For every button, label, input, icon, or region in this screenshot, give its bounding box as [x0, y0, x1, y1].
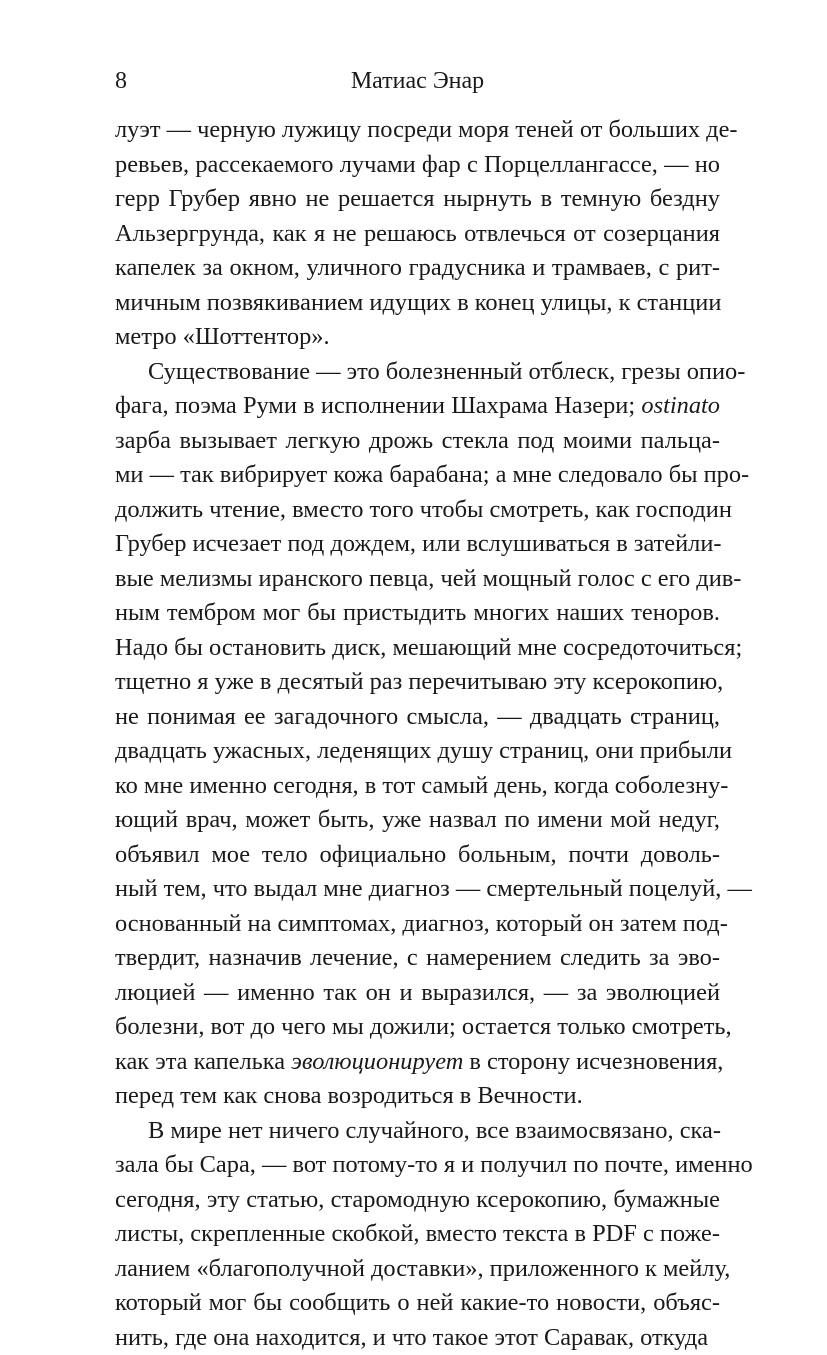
- text-line: [115, 769, 720, 804]
- text-line: [115, 734, 720, 769]
- text-line: [115, 148, 720, 183]
- text-segment: ланием «благополучной доставки», приложенного к мейлу,: [115, 1255, 730, 1282]
- text-segment: основанный на симптомах, диагноз, который он затем под-: [115, 910, 728, 937]
- text-line: [115, 1114, 720, 1149]
- text-segment: ный тем, что выдал мне диагноз — смертельный поцелуй, —: [115, 875, 752, 902]
- text-segment: должить чтение, вместо того чтобы смотреть, как господин: [115, 496, 732, 523]
- text-line: [115, 458, 720, 493]
- text-segment: капелек за окном, уличного градусника и трамваев, с рит-: [115, 254, 720, 281]
- text-line: [115, 596, 720, 631]
- text-segment: зарба вызывает легкую дрожь стекла под моими пальца-: [115, 427, 720, 454]
- text-segment: двадцать ужасных, леденящих душу страниц, они прибыли: [115, 737, 732, 764]
- text-segment: мичным позвякиванием идущих в конец улицы, к станции: [115, 289, 721, 316]
- text-segment: перед тем как снова возродиться в Вечности.: [115, 1082, 583, 1109]
- text-segment: вые мелизмы иранского певца, чей мощный голос с его див-: [115, 565, 741, 592]
- text-line: [115, 803, 720, 838]
- text-segment: ко мне именно сегодня, в тот самый день, когда соболезну-: [115, 772, 728, 799]
- text-segment: фага, поэма Руми в исполнении Шахрама Назери;: [115, 392, 641, 419]
- text-line: [115, 217, 720, 252]
- text-line: [115, 1252, 720, 1287]
- text-segment: луэт — черную лужицу посреди моря теней от больших де-: [115, 116, 738, 143]
- text-line: [115, 1183, 720, 1218]
- text-line: [115, 1079, 720, 1114]
- text-segment: герр Грубер явно не решается нырнуть в темную бездну: [115, 185, 720, 212]
- text-segment: ревьев, рассекаемого лучами фар с Порцеллангассе, — но: [115, 151, 720, 178]
- text-segment: тщетно я уже в десятый раз перечитываю эту ксерокопию,: [115, 668, 723, 695]
- running-title: Матиас Энар: [115, 64, 720, 98]
- text-segment: который мог бы сообщить о ней какие-то новости, объяс-: [115, 1289, 720, 1316]
- text-segment: ющий врач, может быть, уже назвал по имени мой недуг,: [115, 806, 720, 833]
- text-line: [115, 1010, 720, 1045]
- text-line: [115, 286, 720, 321]
- text-segment: как эта капелька: [115, 1048, 291, 1075]
- text-segment: метро «Шоттентор».: [115, 323, 330, 350]
- text-segment: Существование — это болезненный отблеск, грезы опио-: [148, 358, 745, 385]
- italic-text: эволюционирует: [291, 1048, 463, 1075]
- text-line: [115, 355, 720, 390]
- text-line: [115, 872, 720, 907]
- text-segment: Альзергрунда, как я не решаюсь отвлечься от созерцания: [115, 220, 720, 247]
- text-line: [115, 493, 720, 528]
- text-line: [115, 941, 720, 976]
- text-line: [115, 1148, 720, 1183]
- page-header: [115, 64, 720, 98]
- text-segment: ным тембром мог бы пристыдить многих наших теноров.: [115, 599, 720, 626]
- text-segment: ми — так вибрирует кожа барабана; а мне следовало бы про-: [115, 461, 749, 488]
- text-line: [115, 527, 720, 562]
- text-segment: листы, скрепленные скобкой, вместо текста в PDF с поже-: [115, 1220, 720, 1247]
- text-line: [115, 665, 720, 700]
- text-line: [115, 113, 720, 148]
- text-line: [115, 631, 720, 666]
- text-line: [115, 320, 720, 355]
- text-line: [115, 838, 720, 873]
- text-line: [115, 424, 720, 459]
- text-line: [115, 1217, 720, 1252]
- text-segment: в сторону исчезновения,: [463, 1048, 723, 1075]
- text-line: [115, 1045, 720, 1080]
- paragraph: [115, 355, 720, 1114]
- text-line: [115, 1321, 720, 1355]
- text-segment: сегодня, эту статью, старомодную ксерокопию, бумажные: [115, 1186, 720, 1213]
- text-line: [115, 562, 720, 597]
- text-segment: люцией — именно так он и выразился, — за эволюцией: [115, 979, 720, 1006]
- page-number: 8: [115, 64, 127, 98]
- text-line: [115, 907, 720, 942]
- text-line: [115, 389, 720, 424]
- text-line: [115, 251, 720, 286]
- italic-text: ostinato: [641, 392, 720, 419]
- text-line: [115, 976, 720, 1011]
- text-segment: нить, где она находится, и что такое этот Саравак, откуда: [115, 1324, 708, 1351]
- text-segment: В мире нет ничего случайного, все взаимосвязано, ска-: [148, 1117, 721, 1144]
- text-segment: Надо бы остановить диск, мешающий мне сосредоточиться;: [115, 634, 742, 661]
- text-line: [115, 700, 720, 735]
- text-segment: зала бы Сара, — вот потому-то я и получил по почте, именно: [115, 1151, 753, 1178]
- text-line: [115, 182, 720, 217]
- text-segment: объявил мое тело официально больным, почти доволь-: [115, 841, 720, 868]
- body-text: [115, 113, 720, 1355]
- text-segment: болезни, вот до чего мы дожили; остается только смотреть,: [115, 1013, 732, 1040]
- text-segment: Грубер исчезает под дождем, или вслушиваться в затейли-: [115, 530, 722, 557]
- text-segment: не понимая ее загадочного смысла, — двадцать страниц,: [115, 703, 720, 730]
- text-segment: твердит, назначив лечение, с намерением следить за эво-: [115, 944, 720, 971]
- paragraph: [115, 1114, 720, 1355]
- paragraph: [115, 113, 720, 355]
- text-line: [115, 1286, 720, 1321]
